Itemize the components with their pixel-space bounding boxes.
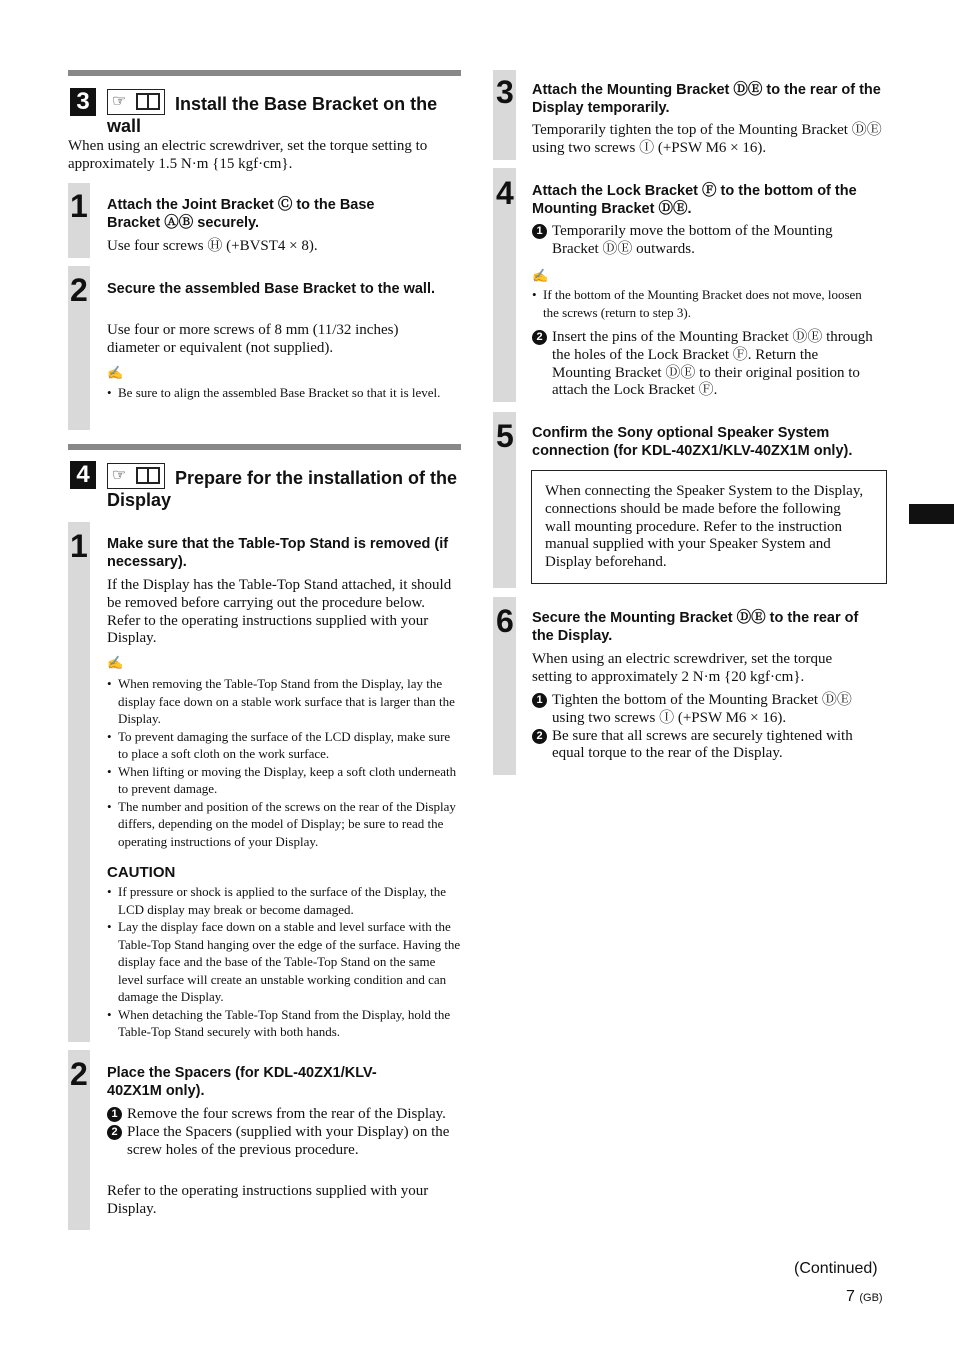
step-4-number: 4 <box>496 175 514 211</box>
list-item: 1 Tighten the bottom of the Mounting Bracket ⒹⒺ using two screws Ⓘ (+PSW M6 × 16). <box>532 692 882 728</box>
note-item: • The number and position of the screws on the rear of the Display differs, depending on the model of Display; be sure to read the operating instructions of your Display. <box>107 798 459 851</box>
circled-number-icon: 1 <box>532 693 547 708</box>
step-4-item-1 <box>532 223 872 259</box>
step-4-1-bar <box>68 522 90 1042</box>
continued-label: (Continued) <box>794 1260 878 1277</box>
section-3-title: Install the Base Bracket on the wall <box>107 94 438 136</box>
edge-tab-marker <box>909 504 954 524</box>
note-item: • When removing the Table-Top Stand from the Display, lay the display face down on a stable work surface that is larger than the Display. <box>107 675 459 728</box>
speaker-info-text: When connecting the Speaker System to the Display, connections should be made before the following wall mounting procedure. Refer to the instruction manual supplied with your Speaker System and Display beforehand. <box>545 483 864 571</box>
section-3-number: 3 <box>70 88 96 116</box>
memo-icon: ✍ <box>107 655 124 670</box>
step-3-2-heading: Secure the assembled Base Bracket to the wall. <box>107 281 435 297</box>
circled-number-icon: 1 <box>532 224 547 239</box>
step-6-body: When using an electric screwdriver, set the torque setting to approximately 2 N·m {20 kgf·cm}. <box>532 651 833 685</box>
step-4-1-body: If the Display has the Table-Top Stand attached, it should be removed before carrying out the procedure below. Refer to the operating instructions supplied with your Display. <box>107 577 452 647</box>
step-4-item-2 <box>532 329 877 400</box>
page-number-value: 7 <box>846 1288 855 1305</box>
section-3-intro: When using an electric screwdriver, set the torque setting to approximately 1.5 N·m {15 kgf·cm}. <box>68 138 428 172</box>
list-item: 1 Temporarily move the bottom of the Mounting Bracket ⒹⒺ outwards. <box>532 223 872 259</box>
step-4-note <box>532 286 872 321</box>
caution-item: • When detaching the Table-Top Stand from the Display, hold the Table-Top Stand securely with both hands. <box>107 1006 461 1041</box>
step-4-1-number: 1 <box>70 528 88 564</box>
step-3-2-body: Use four or more screws of 8 mm (11/32 inches) diameter or equivalent (not supplied). <box>107 322 399 356</box>
circled-number-icon: 2 <box>532 330 547 345</box>
pointing-hand-icon: ☞ <box>112 93 127 110</box>
step-4-1-heading: Make sure that the Table-Top Stand is removed (if necessary). <box>107 536 449 570</box>
step-3-1-body: Use four screws Ⓗ (+BVST4 × 8). <box>107 238 318 254</box>
note-item: • Be sure to align the assembled Base Bracket so that it is level. <box>107 384 457 402</box>
step-3-number: 3 <box>496 74 514 110</box>
note-item: • To prevent damaging the surface of the LCD display, make sure to place a soft cloth on the work surface. <box>107 728 459 763</box>
note-item: • If the bottom of the Mounting Bracket does not move, loosen the screws (return to step 3). <box>532 286 872 321</box>
circled-number-icon: 1 <box>107 1107 122 1122</box>
step-3-2-number: 2 <box>70 272 88 308</box>
list-item: 1 Remove the four screws from the rear of the Display. <box>107 1106 459 1124</box>
step-6-number: 6 <box>496 603 514 639</box>
step-4-2-number: 2 <box>70 1056 88 1092</box>
pointing-hand-icon: ☞ <box>112 467 127 484</box>
step-3-1-number: 1 <box>70 188 88 224</box>
caution-item: • If pressure or shock is applied to the surface of the Display, the LCD display may break or become damaged. <box>107 883 461 918</box>
page-region: (GB) <box>859 1292 883 1304</box>
step-4-1-notes <box>107 675 459 850</box>
step-5-heading: Confirm the Sony optional Speaker System connection (for KDL-40ZX1/KLV-40ZX1M only). <box>532 425 853 459</box>
circled-number-icon: 2 <box>107 1125 122 1140</box>
section-3-rule <box>68 70 461 76</box>
step-5-number: 5 <box>496 418 514 454</box>
step-3-1-heading: Attach the Joint Bracket Ⓒ to the Base Bracket ⒶⒷ securely. <box>107 197 375 231</box>
step-3-heading: Attach the Mounting Bracket ⒹⒺ to the rear of the Display temporarily. <box>532 82 881 116</box>
step-4-2-tail: Refer to the operating instructions supplied with your Display. <box>107 1183 429 1217</box>
page-number <box>846 1288 883 1306</box>
caution-item: • Lay the display face down on a stable and level surface with the Table-Top Stand hanging over the edge of the surface. Having the display face and the base of the Table-Top Stand on the same level surface will create an unstable working condition and can damage the Display. <box>107 918 461 1006</box>
step-4-2-list <box>107 1106 459 1159</box>
step-4-2-heading: Place the Spacers (for KDL-40ZX1/KLV-40ZX1M only). <box>107 1065 377 1099</box>
step-4-heading: Attach the Lock Bracket Ⓕ to the bottom of the Mounting Bracket ⒹⒺ. <box>532 183 857 217</box>
list-item: 2 Insert the pins of the Mounting Bracket ⒹⒺ through the holes of the Lock Bracket Ⓕ. Return the Mounting Bracket ⒹⒺ to their original position to attach the Lock Bracket Ⓕ. <box>532 329 877 400</box>
list-item: 2 Place the Spacers (supplied with your Display) on the screw holes of the previous procedure. <box>107 1124 459 1160</box>
caution-list <box>107 883 461 1041</box>
step-3-body: Temporarily tighten the top of the Mounting Bracket ⒹⒺ using two screws Ⓘ (+PSW M6 × 16). <box>532 122 882 156</box>
step-6-heading: Secure the Mounting Bracket ⒹⒺ to the rear of the Display. <box>532 610 859 644</box>
caution-heading: CAUTION <box>107 864 176 881</box>
memo-icon: ✍ <box>107 365 124 380</box>
circled-number-icon: 2 <box>532 729 547 744</box>
note-item: • When lifting or moving the Display, keep a soft cloth underneath to prevent damage. <box>107 763 459 798</box>
section-4-number: 4 <box>70 461 96 489</box>
list-item: 2 Be sure that all screws are securely tightened with equal torque to the rear of the Display. <box>532 728 882 764</box>
step-6-list <box>532 692 882 763</box>
step-3-2-note <box>107 384 457 402</box>
section-4-title: Prepare for the installation of the Display <box>107 468 458 510</box>
speaker-info-box <box>531 470 887 584</box>
memo-icon: ✍ <box>532 268 549 283</box>
section-4-rule <box>68 444 461 450</box>
